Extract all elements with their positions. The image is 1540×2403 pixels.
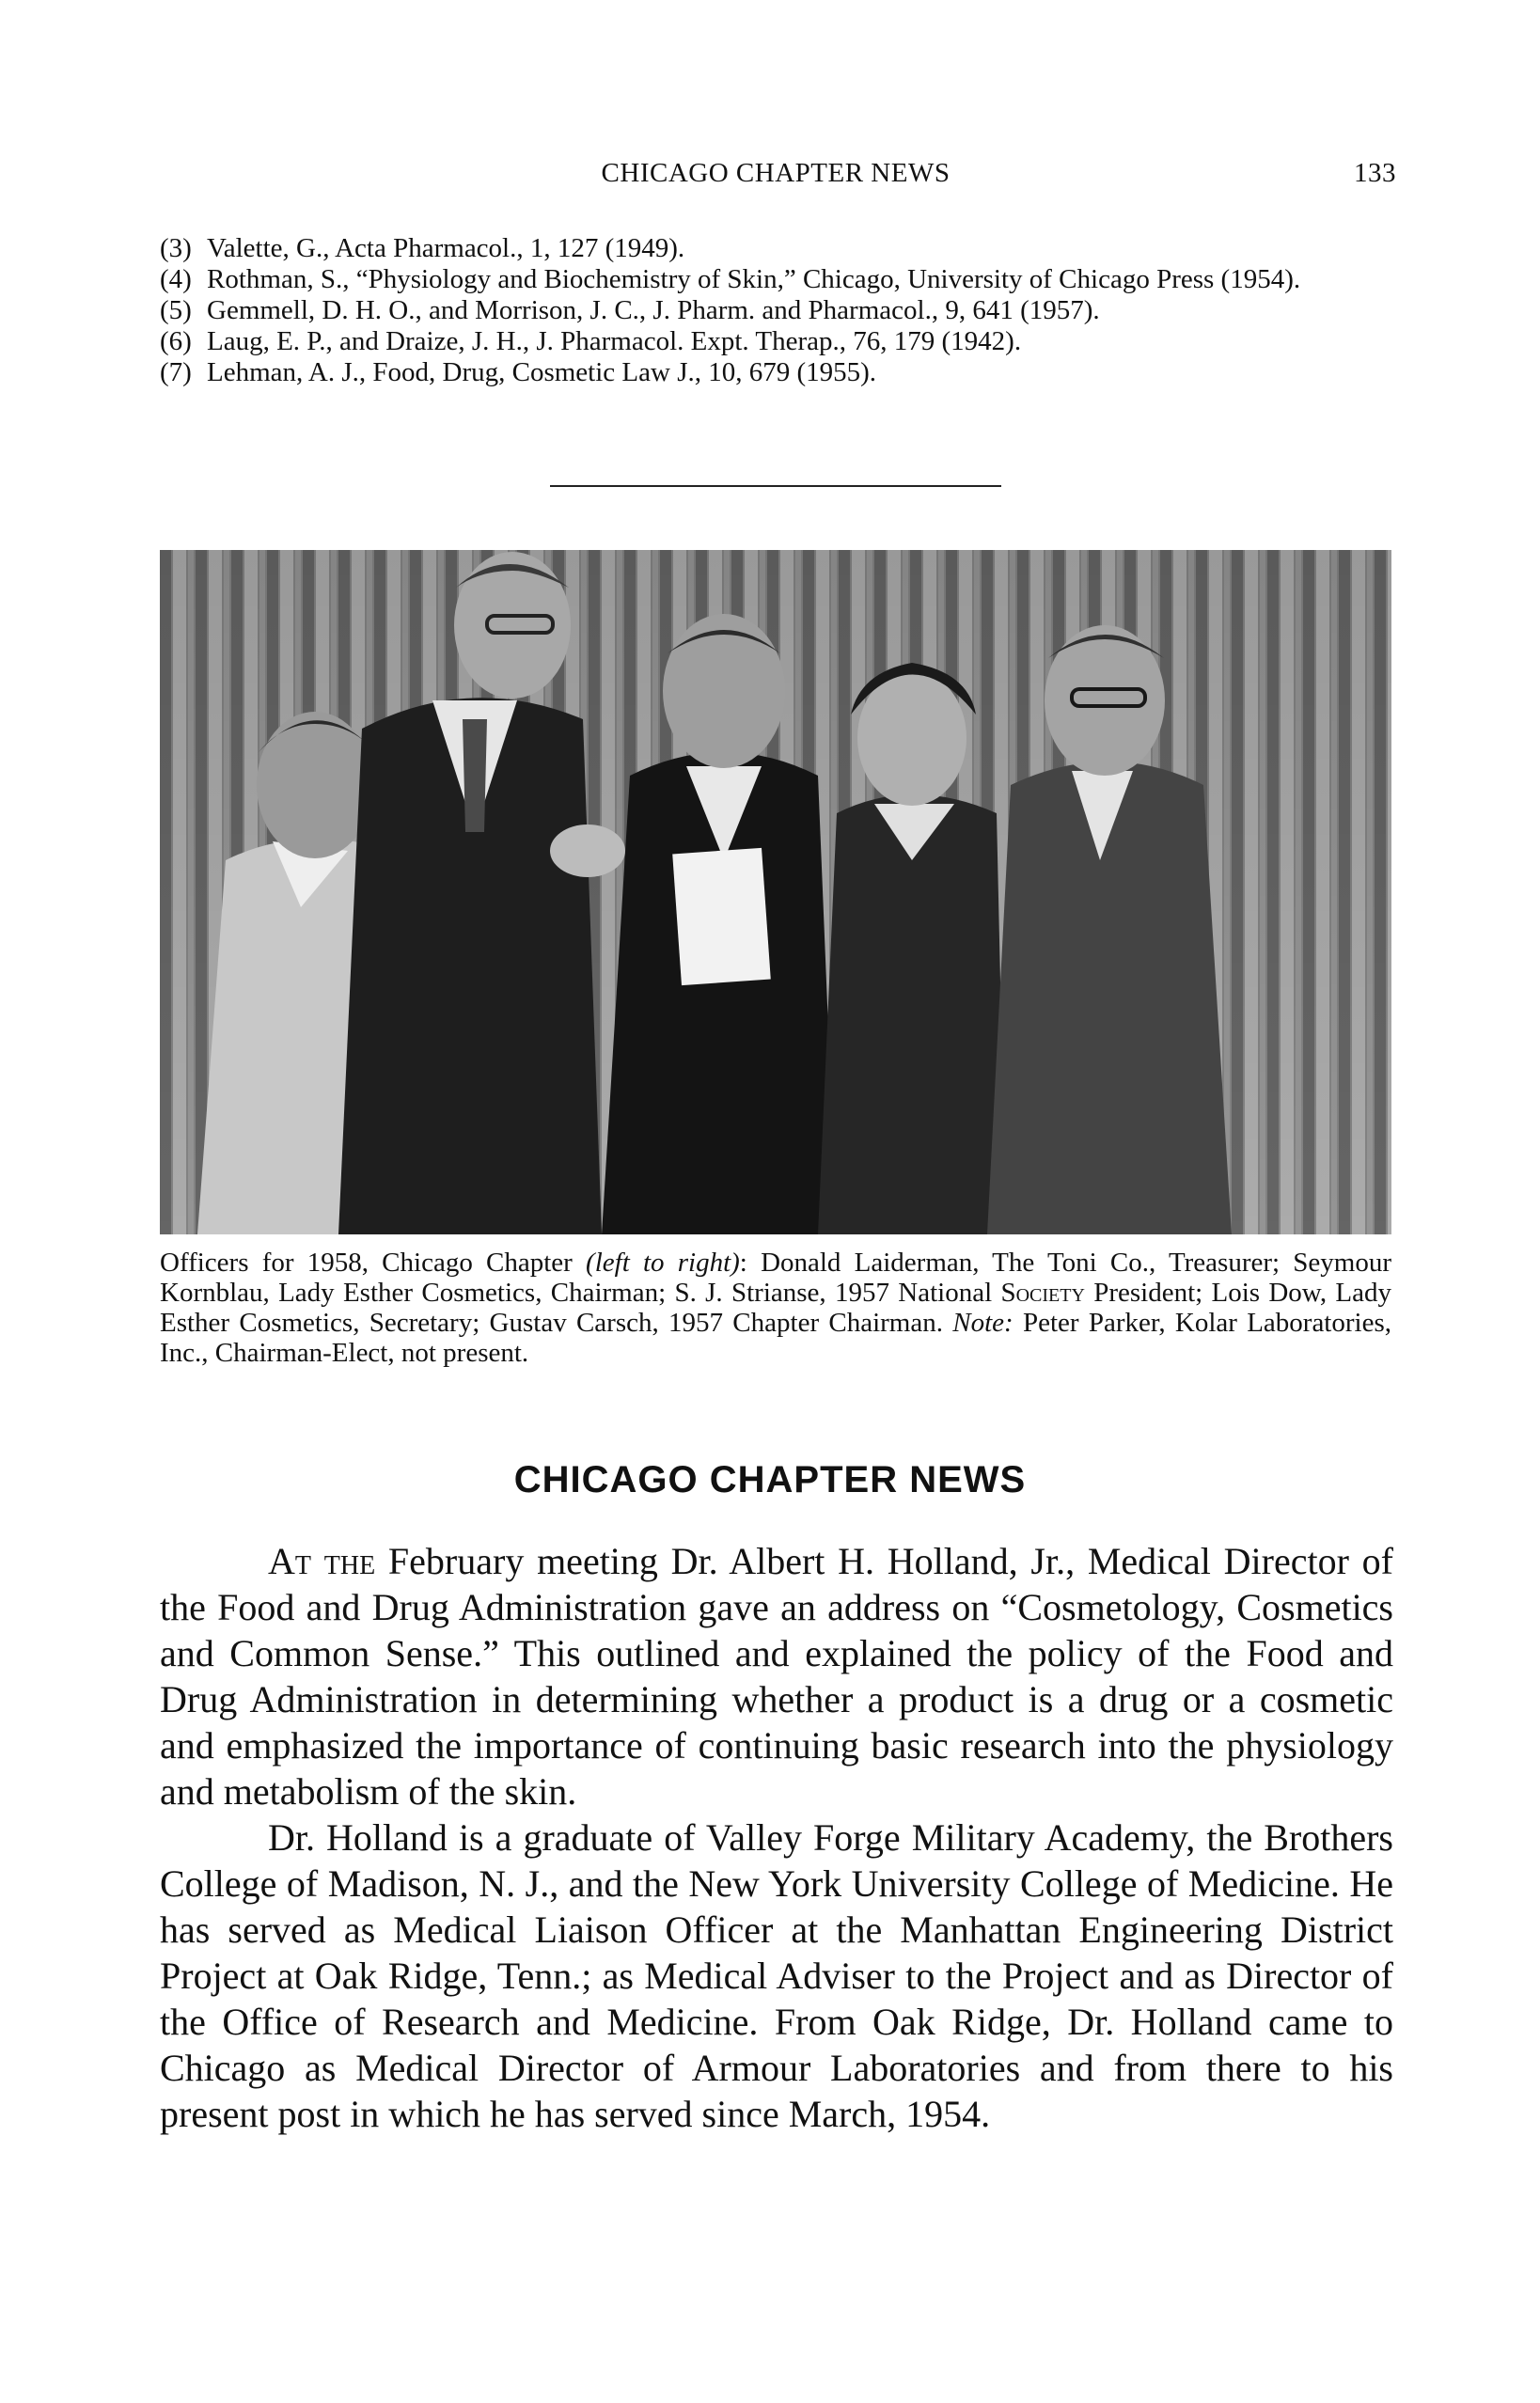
reference-number: (4) — [160, 264, 192, 294]
reference-text: Laug, E. P., and Draize, J. H., J. Pharmacol. Expt. Therap., 76, 179 (1942). — [207, 326, 1022, 356]
article-paragraph: Dr. Holland is a graduate of Valley Forge Military Academy, the Brothers College of Madison, N. J., and the New York University College of Medicine. He has served as Medical Liaison Officer at the Manhattan Engineering District Project at Oak Ridge, Tenn.; as Medical Adviser to the Project and as Director of the Office of Research and Medicine. From Oak Ridge, Dr. Holland came to Chicago as Medical Director of Armour Laboratories and from there to his present post in which he has served since March, 1954. — [160, 1816, 1393, 2135]
section-title: CHICAGO CHAPTER NEWS — [513, 1459, 1027, 1500]
reference-item — [160, 295, 1393, 326]
reference-number: (6) — [160, 326, 192, 356]
reference-item — [160, 264, 1393, 295]
reference-item — [160, 357, 1393, 388]
running-title: CHICAGO CHAPTER NEWS — [601, 158, 951, 188]
caption-text: Peter Parker, Kolar Laboratories, Inc., Chairman-Elect, not present. — [160, 1308, 1391, 1368]
group-photo-illustration — [160, 550, 1391, 1234]
reference-text: Lehman, A. J., Food, Drug, Cosmetic Law J., 10, 679 (1955). — [207, 357, 877, 387]
reference-item — [160, 233, 1393, 264]
section-divider — [550, 485, 1001, 487]
paragraph-text: February meeting Dr. Albert H. Holland, Jr., Medical Director of the Food and Drug Administration gave an address on “Cosmetology, Cosmetics and Common Sense.” This outlined and explained the policy of the Food and Drug Administration in determining whether a product is a drug or a cosmetic and emphasized the importance of continuing basic research into the physiology and metabolism of the skin. — [160, 1540, 1393, 1813]
caption-text: : Donald Laiderman, The Toni Co., Treasurer; Seymour Kornblau, Lady Esther Cosmetics, Chairman; S. J. Strianse, 1957 National — [160, 1248, 1391, 1308]
reference-number: (7) — [160, 357, 192, 387]
group-photo — [160, 550, 1391, 1234]
page-number: 133 — [1354, 158, 1396, 188]
reference-text: Valette, G., Acta Pharmacol., 1, 127 (1949). — [207, 233, 685, 263]
article-paragraph — [160, 1538, 1393, 1814]
paragraph-lead: At the — [268, 1540, 376, 1582]
caption-text: President; Lois Dow, Lady Esther Cosmetics, Secretary; Gustav Carsch, 1957 Chapter Chairman. — [160, 1278, 1391, 1338]
caption-direction: (left to right) — [586, 1248, 740, 1278]
article-body — [160, 1538, 1393, 2137]
reference-number: (5) — [160, 295, 192, 325]
running-header — [155, 158, 1396, 196]
caption-note-label: Note: — [952, 1308, 1014, 1338]
reference-item — [160, 326, 1393, 357]
caption-society: Society — [1000, 1278, 1085, 1308]
photo-caption — [160, 1248, 1391, 1368]
reference-text: Gemmell, D. H. O., and Morrison, J. C., J. Pharm. and Pharmacol., 9, 641 (1957). — [207, 295, 1100, 325]
reference-text: Rothman, S., “Physiology and Biochemistry of Skin,” Chicago, University of Chicago Press (1954). — [207, 264, 1301, 294]
reference-number: (3) — [160, 233, 192, 263]
reference-list — [160, 233, 1393, 388]
caption-text: Officers for 1958, Chicago Chapter — [160, 1248, 587, 1278]
